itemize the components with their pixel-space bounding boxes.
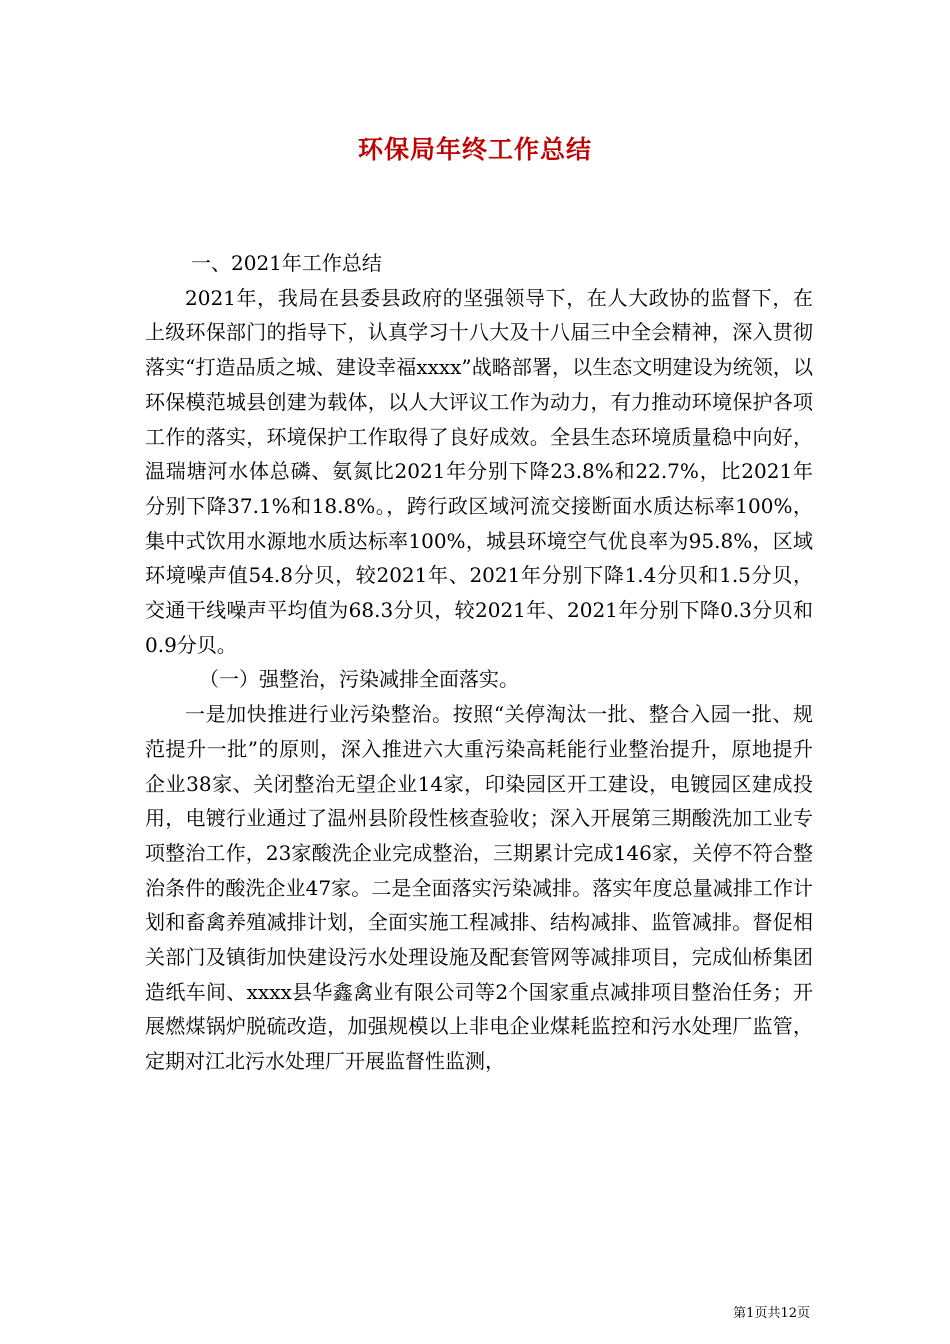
- document-body: [145, 246, 813, 1079]
- paragraph-summary: 2021年，我局在县委县政府的坚强领导下，在人大政协的监督下，在上级环保部门的指导下，认真学习十八大及十八届三中全会精神，深入贯彻落实“打造品质之城、建设幸福xxxx”战略部署，以生态文明建设为统领，以环保模范城县创建为载体，以人大评议工作为动力，有力推动环境保护各项工作的落实，环境保护工作取得了良好成效。全县生态环境质量稳中向好，温瑞塘河水体总磷、氨氮比2021年分别下降23.8%和22.7%，比2021年分别下降37.1%和18.8%。，跨行政区域河流交接断面水质达标率100%，集中式饮用水源地水质达标率100%，城县环境空气优良率为95.8%，区域环境噪声值54.8分贝，较2021年、2021年分别下降1.4分贝和1.5分贝，交通干线噪声平均值为68.3分贝，较2021年、2021年分别下降0.3分贝和0.9分贝。: [145, 285, 813, 657]
- sub-heading: （一）强整治，污染减排全面落实。: [199, 667, 519, 692]
- section-heading: 一、2021年工作总结: [191, 251, 382, 275]
- document-title: 环保局年终工作总结: [357, 135, 592, 164]
- paragraph-pollution-control: 一是加快推进行业污染整治。按照“关停淘汰一批、整合入园一批、规范提升一批”的原则，深入推进六大重污染高耗能行业整治提升，原地提升企业38家、关闭整治无望企业14家，印染园区开工建设，电镀园区建成投用，电镀行业通过了温州县阶段性核查验收；深入开展第三期酸洗加工业专项整治工作，23家酸洗企业完成整治，三期累计完成146家，关停不符合整治条件的酸洗企业47家。二是全面落实污染减排。落实年度总量减排工作计划和畜禽养殖减排计划，全面实施工程减排、结构减排、监管减排。督促相关部门及镇街加快建设污水处理设施及配套管网等减排项目，完成仙桥集团造纸车间、xxxx县华鑫禽业有限公司等2个国家重点减排项目整治任务；开展燃煤锅炉脱硫改造，加强规模以上非电企业煤耗监控和污水处理厂监管，定期对江北污水处理厂开展监督性监测，: [145, 702, 813, 1074]
- page-number: 第1页共12页: [733, 1306, 810, 1321]
